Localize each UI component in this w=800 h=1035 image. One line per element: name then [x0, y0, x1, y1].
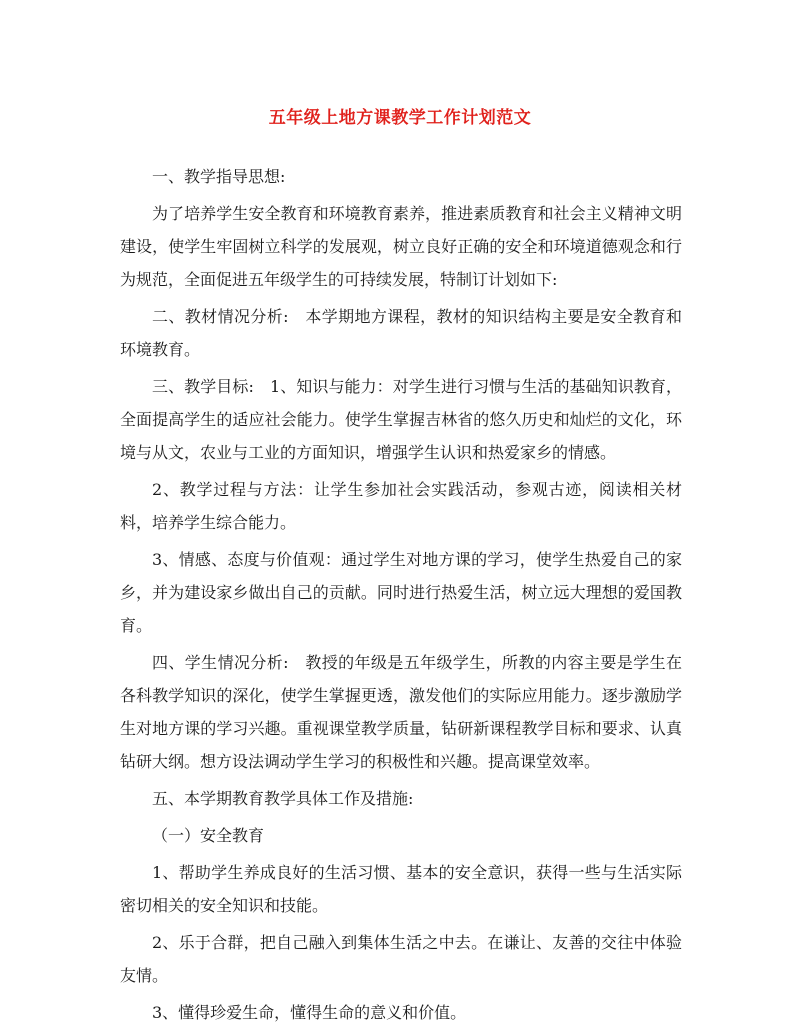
- section-heading-guiding-thought: 一、教学指导思想:: [152, 167, 286, 186]
- section-heading-measures: 五、本学期教育教学具体工作及措施:: [152, 789, 414, 808]
- document-body: [120, 160, 682, 1033]
- paragraph-process-method: 2、教学过程与方法：让学生参加社会实践活动，参观古迹，阅读相关材料，培养学生综合能力。: [120, 480, 682, 532]
- paragraph-emotion-attitude: 3、情感、态度与价值观：通过学生对地方课的学习，使学生热爱自己的家乡，并为建设家乡做出自己的贡献。同时进行热爱生活，树立远大理想的爱国教育。: [120, 550, 682, 635]
- paragraph-guiding-thought: 为了培养学生安全教育和环境教育素养，推进素质教育和社会主义精神文明建设，使学生牢固树立科学的发展观，树立良好正确的安全和环境道德观念和行为规范，全面促进五年级学生的可持续发展，特制订计划如下:: [120, 204, 682, 289]
- subsection-heading-safety: （一）安全教育: [152, 826, 265, 845]
- document-title: 五年级上地方课教学工作计划范文: [268, 108, 532, 128]
- list-item-safety-2: 2、乐于合群，把自己融入到集体生活之中去。在谦让、友善的交往中体验友情。: [120, 933, 682, 985]
- paragraph-student-analysis: 四、学生情况分析: 教授的年级是五年级学生，所教的内容主要是学生在各科教学知识的深化，使学生掌握更透，激发他们的实际应用能力。逐步激励学生对地方课的学习兴趣。重视课堂教学质量，钻研新课程教学目标和要求、认真钻研大纲。想方设法调动学生学习的积极性和兴趣。提高课堂效率。: [120, 653, 682, 771]
- list-item-safety-3: 3、懂得珍爱生命，懂得生命的意义和价值。: [152, 1003, 467, 1022]
- paragraph-teaching-goals: 三、教学目标: 1、知识与能力：对学生进行习惯与生活的基础知识教育，全面提高学生的适应社会能力。使学生掌握吉林省的悠久历史和灿烂的文化，环境与从文，农业与工业的方面知识，增强学生认识和热爱家乡的情感。: [120, 377, 682, 462]
- paragraph-material-analysis: 二、教材情况分析: 本学期地方课程，教材的知识结构主要是安全教育和环境教育。: [120, 307, 682, 359]
- list-item-safety-1: 1、帮助学生养成良好的生活习惯、基本的安全意识，获得一些与生活实际密切相关的安全知识和技能。: [120, 863, 682, 915]
